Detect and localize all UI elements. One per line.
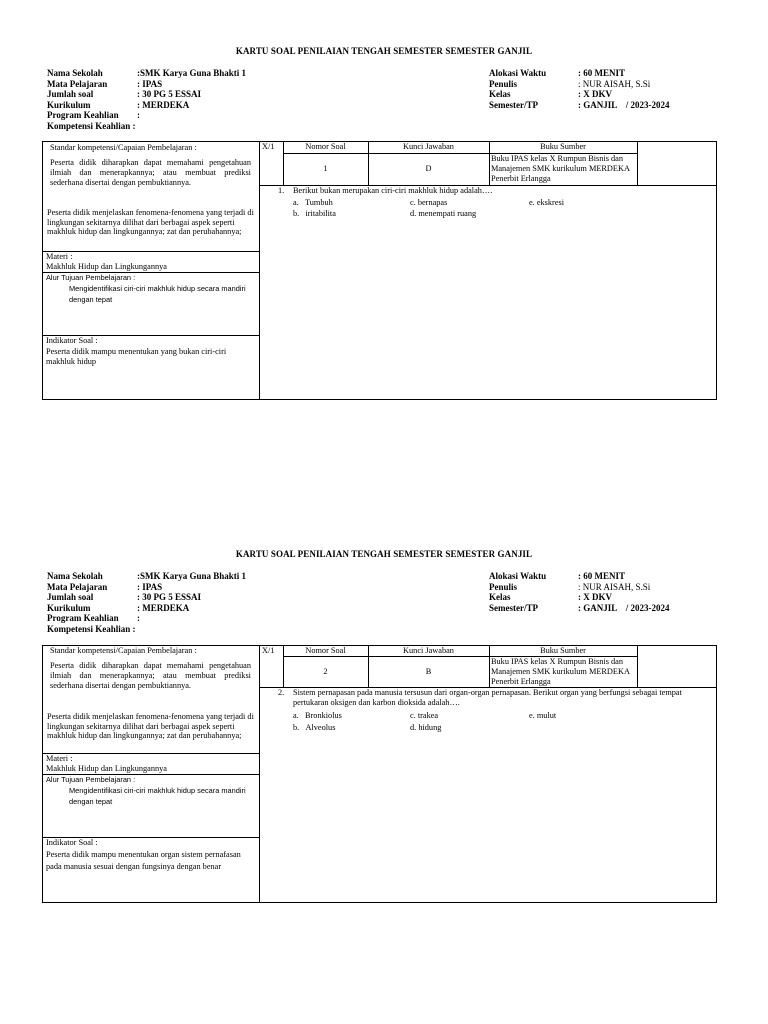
indikator-label: Indikator Soal : xyxy=(46,336,98,345)
info-label: Penulis xyxy=(489,581,518,592)
alur-value: Mengidentifikasi ciri-ciri makhluk hidup secara mandiri dengan tepat xyxy=(69,284,246,304)
info-label: Kelas xyxy=(489,592,511,602)
standar-label: Standar kompetensi/Capaian Pembelajaran : xyxy=(50,143,197,152)
info-value: : X DKV xyxy=(578,89,612,99)
info-label: Nama Sekolah xyxy=(47,68,103,78)
buku-sumber-value: Buku IPAS kelas X Rumpun Bisnis dan Manajemen SMK kurikulum MERDEKA Penerbit Erlangga xyxy=(491,657,630,686)
info-value: : xyxy=(137,613,140,623)
info-value: : IPAS xyxy=(137,581,163,592)
info-value: : NUR AISAH, S.Si xyxy=(578,581,651,592)
buku-sumber-header: Buku Sumber xyxy=(540,646,586,655)
info-value: : IPAS xyxy=(137,78,163,89)
info-value: : MERDEKA xyxy=(137,602,190,613)
nomor-soal-header: Nomor Soal xyxy=(305,142,346,151)
question-number: 2. xyxy=(278,688,285,697)
standar-paragraph-1: Peserta didik diharapkan dapat memahami pengetahuan ilmiah dan menerapkannya; atau membuat prediksi sederhana disertai dengan pembuktiannya. xyxy=(50,158,251,187)
alur-label: Alur Tujuan Pembelajaran : xyxy=(46,775,136,784)
option-d: d. menempati ruang xyxy=(410,209,477,218)
info-value: : xyxy=(137,110,140,120)
info-value: : 30 PG 5 ESSAI xyxy=(137,89,202,99)
info-label: Nama Sekolah xyxy=(47,571,103,581)
buku-sumber-value: Buku IPAS kelas X Rumpun Bisnis dan Manajemen SMK kurikulum MERDEKA Penerbit Erlangga xyxy=(491,154,630,183)
question-text: Sistem pernapasan pada manusia tersusun dari organ-organ pernapasan. Berikut organ yang berfungsi sebagai tempat pertukaran oksigen dan karbon dioksida adalah…. xyxy=(293,688,682,707)
indikator-label: Indikator Soal : xyxy=(46,838,98,847)
info-value: : MERDEKA xyxy=(137,99,190,110)
materi-label: Materi : xyxy=(46,252,73,261)
column-divider xyxy=(637,645,638,687)
info-label: Mata Pelajaran xyxy=(47,581,108,592)
info-label: Penulis xyxy=(489,78,518,89)
info-label: Alokasi Waktu xyxy=(489,571,547,581)
kelas-code: X/1 xyxy=(262,646,275,655)
question-number: 1. xyxy=(278,186,285,195)
alur-label: Alur Tujuan Pembelajaran : xyxy=(46,273,136,282)
kelas-code: X/1 xyxy=(262,142,275,151)
nomor-soal-header: Nomor Soal xyxy=(305,646,346,655)
left-info xyxy=(47,571,246,634)
info-label: Semester/TP xyxy=(489,602,538,613)
standar-label: Standar kompetensi/Capaian Pembelajaran : xyxy=(50,646,197,655)
info-label: Kurikulum xyxy=(47,602,91,613)
kunci-jawaban-value: D xyxy=(425,164,432,173)
card-title: KARTU SOAL PENILAIAN TENGAH SEMESTER SEMESTER GANJIL xyxy=(235,46,533,56)
info-label: Jumlah soal xyxy=(47,592,94,602)
info-label: Semester/TP xyxy=(489,99,538,110)
info-label: Kompetensi Keahlian : xyxy=(47,120,136,131)
option-a: a. Tumbuh xyxy=(293,198,333,207)
info-value: : GANJIL / 2023-2024 xyxy=(578,99,670,110)
info-label: Alokasi Waktu xyxy=(489,68,547,78)
info-label: Kelas xyxy=(489,89,511,99)
info-value: : 60 MENIT xyxy=(578,571,625,581)
nomor-soal-value: 2 xyxy=(323,667,328,676)
info-label: Kurikulum xyxy=(47,99,91,110)
info-label: Program Keahlian xyxy=(47,110,119,120)
materi-value: Makhluk Hidup dan Lingkungannya xyxy=(46,764,167,773)
materi-label: Materi : xyxy=(46,754,73,763)
indikator-value: Peserta didik mampu menentukan organ sistem pernafasan pada manusia sesuai dengan fungsinya dengan benar xyxy=(46,850,241,871)
option-b: b. iritabilita xyxy=(293,209,336,218)
alur-value: Mengidentifikasi ciri-ciri makhluk hidup secara mandiri dengan tepat xyxy=(69,786,246,806)
option-a: a. Bronkiolus xyxy=(293,711,342,720)
info-value: : 30 PG 5 ESSAI xyxy=(137,592,202,602)
option-c: c. trakea xyxy=(410,711,439,720)
standar-paragraph-2: Peserta didik menjelaskan fenomena-fenomena yang terjadi di lingkungan sekitarnya dilihat dari berbagai aspek seperti makhluk hidup dan lingkungannya; zat dan perubahannya; xyxy=(47,208,254,236)
option-b: b. Alveolus xyxy=(293,723,336,732)
info-value: :SMK Karya Guna Bhakti 1 xyxy=(137,571,247,581)
option-d: d. hidung xyxy=(410,723,442,732)
info-label: Mata Pelajaran xyxy=(47,78,108,89)
materi-value: Makhluk Hidup dan Lingkungannya xyxy=(46,262,167,271)
info-value: : X DKV xyxy=(578,592,612,602)
option-c: c. bernapas xyxy=(410,198,448,207)
option-e: e. ekskresi xyxy=(529,198,565,207)
info-label: Program Keahlian xyxy=(47,613,119,623)
option-e: e. mulut xyxy=(529,711,557,720)
nomor-soal-value: 1 xyxy=(323,164,328,173)
info-value: : 60 MENIT xyxy=(578,68,625,78)
right-info xyxy=(489,571,670,613)
indikator-value: Peserta didik mampu menentukan yang bukan ciri-ciri makhluk hidup xyxy=(46,347,227,366)
info-label: Jumlah soal xyxy=(47,89,94,99)
question-text: Berikut bukan merupakan ciri-ciri makhluk hidup adalah…. xyxy=(293,186,493,195)
standar-paragraph-1: Peserta didik diharapkan dapat memahami pengetahuan ilmiah dan menerapkannya; atau membuat prediksi sederhana disertai dengan pembuktiannya. xyxy=(50,661,251,690)
buku-sumber-header: Buku Sumber xyxy=(540,142,586,151)
info-value: :SMK Karya Guna Bhakti 1 xyxy=(137,68,247,78)
info-value: : NUR AISAH, S.Si xyxy=(578,78,651,89)
info-value: : GANJIL / 2023-2024 xyxy=(578,602,670,613)
kunci-jawaban-header: Kunci Jawaban xyxy=(403,646,454,655)
card-title: KARTU SOAL PENILAIAN TENGAH SEMESTER SEMESTER GANJIL xyxy=(235,549,533,559)
standar-paragraph-2: Peserta didik menjelaskan fenomena-fenomena yang terjadi di lingkungan sekitarnya dilihat dari berbagai aspek seperti makhluk hidup dan lingkungannya; zat dan perubahannya; xyxy=(47,712,254,740)
info-label: Kompetensi Keahlian : xyxy=(47,623,136,634)
kunci-jawaban-header: Kunci Jawaban xyxy=(403,142,454,151)
kunci-jawaban-value: B xyxy=(425,667,432,676)
